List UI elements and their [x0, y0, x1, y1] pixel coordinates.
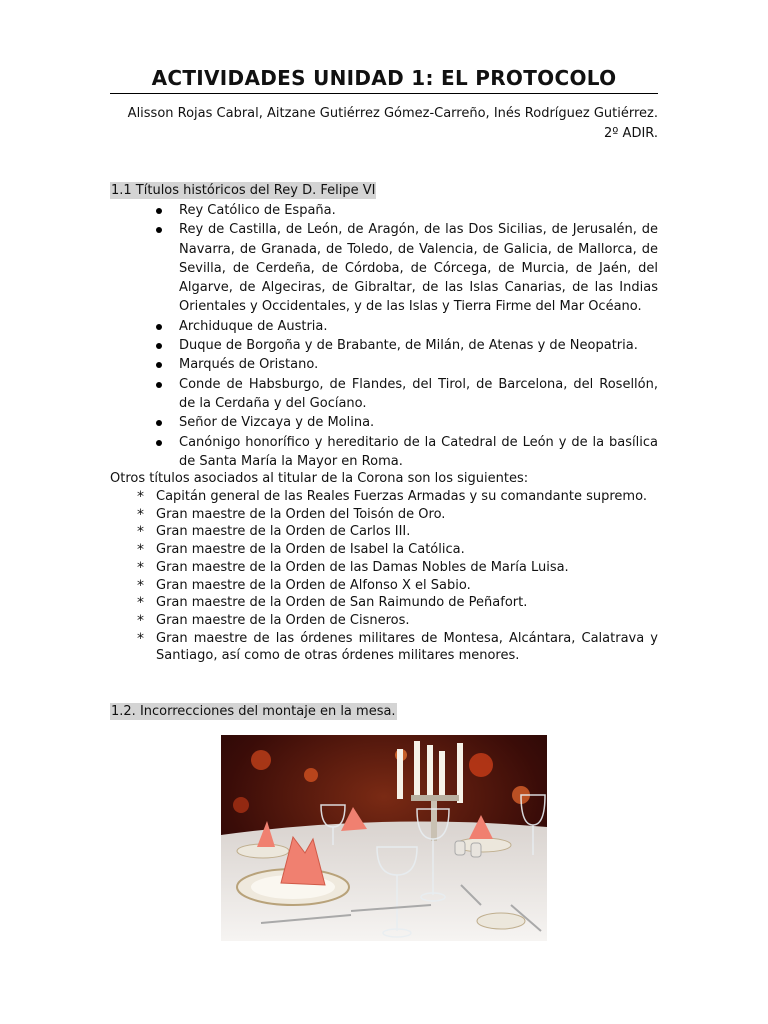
- list-item: Rey de Castilla, de León, de Aragón, de las Dos Sicilias, de Jerusalén, de Navarra, de Granada, de Toledo, de Valencia, de Galicia, de Mallorca, de Sevilla, de Cerdeña, de Córdoba, de Córcega, de Murcia, de Jaén, del Algarve, de Algeciras, de Gibraltar, de las Islas Canarias, de las Indias Orientales y Occidentales, y de las Islas y Tierra Firme del Mar Océano.: [110, 220, 658, 316]
- list-item: Duque de Borgoña y de Brabante, de Milán, de Atenas y de Neopatria.: [110, 336, 658, 355]
- table-setting-photo: [221, 735, 547, 941]
- list-item: * Capitán general de las Reales Fuerzas Armadas y su comandante supremo.: [110, 488, 658, 506]
- historic-titles-list: [110, 201, 658, 471]
- section-2-heading: 1.2. Incorrecciones del montaje en la mesa.: [111, 704, 396, 719]
- list-item: * Gran maestre de la Orden de Alfonso X el Sabio.: [110, 577, 658, 595]
- document-title: ACTIVIDADES UNIDAD 1: EL PROTOCOLO: [151, 66, 617, 90]
- list-item: Conde de Habsburgo, de Flandes, del Tirol, de Barcelona, del Rosellón, de la Cerdaña y del Gocíano.: [110, 375, 658, 414]
- list-item: * Gran maestre de la Orden de Isabel la Católica.: [110, 541, 658, 559]
- other-titles-intro: Otros títulos asociados al titular de la Corona son los siguientes:: [110, 471, 529, 486]
- list-item: * Gran maestre de la Orden del Toisón de Oro.: [110, 506, 658, 524]
- other-titles-list: [110, 488, 658, 665]
- list-item: * Gran maestre de la Orden de Carlos III.: [110, 523, 658, 541]
- section-1-heading: 1.1 Títulos históricos del Rey D. Felipe VI: [111, 183, 376, 198]
- list-item: Marqués de Oristano.: [110, 355, 658, 374]
- title-underline: [110, 93, 658, 94]
- list-item: Señor de Vizcaya y de Molina.: [110, 413, 658, 432]
- list-item: * Gran maestre de las órdenes militares de Montesa, Alcántara, Calatrava y Santiago, así como de otras órdenes militares menores.: [110, 630, 658, 665]
- list-item: Canónigo honorífico y hereditario de la Catedral de León y de la basílica de Santa María la Mayor en Roma.: [110, 433, 658, 472]
- authors-block: [110, 104, 658, 144]
- list-item: * Gran maestre de la Orden de Cisneros.: [110, 612, 658, 630]
- list-item: Archiduque de Austria.: [110, 317, 658, 336]
- authors-line: Alisson Rojas Cabral, Aitzane Gutiérrez Gómez-Carreño, Inés Rodríguez Gutiérrez.: [127, 106, 658, 121]
- list-item: * Gran maestre de la Orden de San Raimundo de Peñafort.: [110, 594, 658, 612]
- table-setting-illustration: [221, 735, 547, 941]
- list-item: Rey Católico de España.: [110, 201, 658, 220]
- course-line: 2º ADIR.: [604, 126, 658, 141]
- list-item: * Gran maestre de la Orden de las Damas Nobles de María Luisa.: [110, 559, 658, 577]
